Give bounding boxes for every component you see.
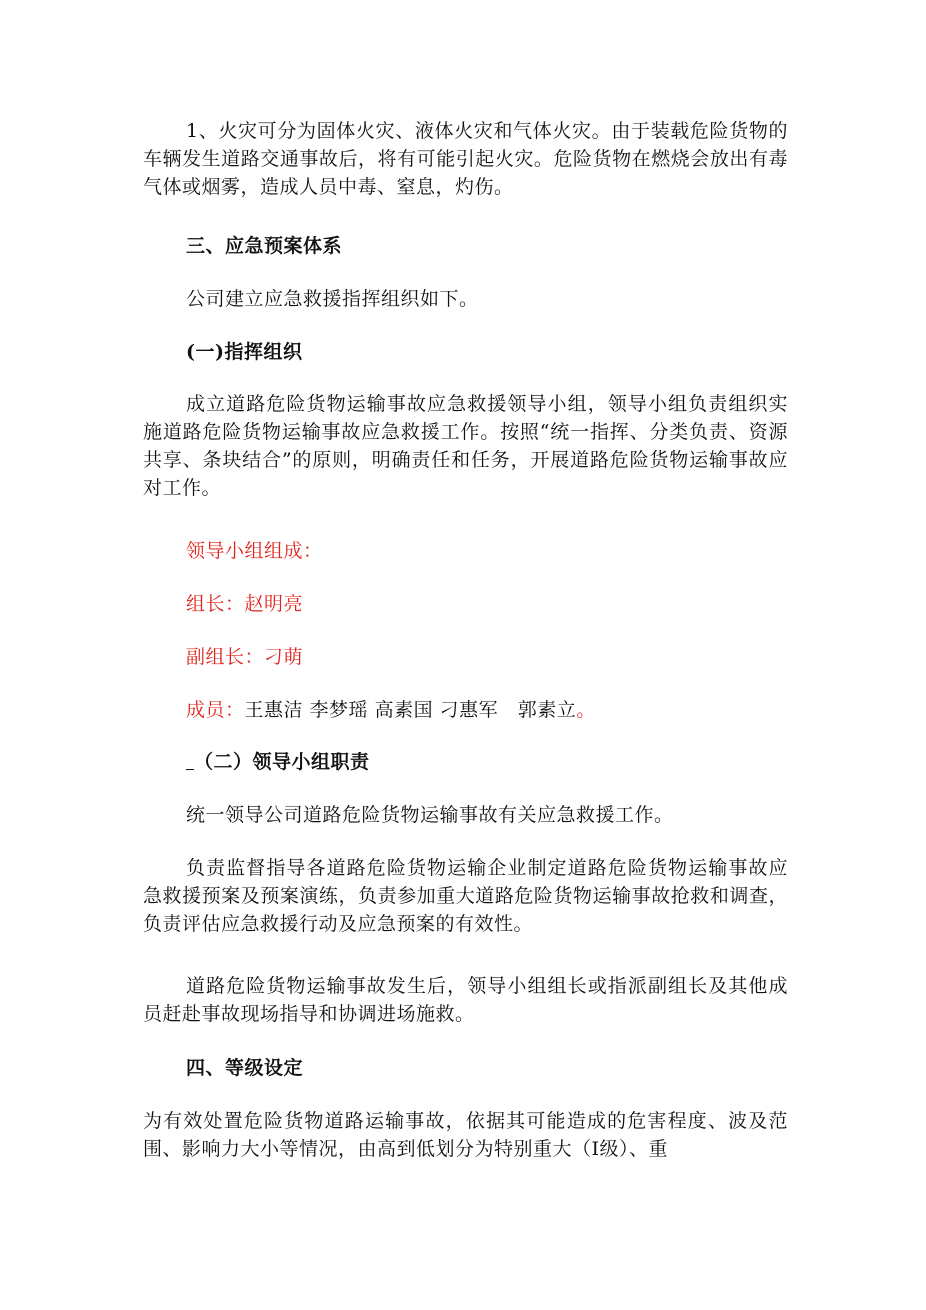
paragraph-fire-types: 1、火灾可分为固体火灾、液体火灾和气体火灾。由于装载危险货物的车辆发生道路交通事故后，将有可能引起火灾。危险货物在燃烧会放出有毒气体或烟雾，造成人员中毒、窒息，灼伤。	[143, 120, 788, 198]
paragraph-duty-supervision: 负责监督指导各道路危险货物运输企业制定道路危险货物运输事故应急救援预案及预案演练，负责参加重大道路危险货物运输事故抢救和调查，负责评估应急救援行动及应急预案的有效性。	[143, 857, 788, 935]
deputy-label: 副组长：	[186, 646, 265, 668]
leader-group-composition-title: 领导小组组成：	[186, 540, 323, 562]
members-label: 成员：	[186, 699, 245, 721]
members-end-mark: 。	[576, 699, 596, 721]
duties-heading-text: （二）领导小组职责	[194, 751, 370, 773]
paragraph-leadership-group-setup: 成立道路危险货物运输事故应急救援领导小组，领导小组负责组织实施道路危险货物运输事故应急救援工作。按照“统一指挥、分类负责、资源共享、条块结合”的原则，明确责任和任务，开展道路危险货物运输事故应对工作。	[143, 393, 788, 499]
deputy-name: 刁萌	[264, 646, 304, 668]
leader-name: 赵明亮	[244, 593, 304, 615]
paragraph-command-org-intro: 公司建立应急救援指挥组织如下。	[186, 288, 479, 310]
deputy-leader-line	[143, 643, 788, 671]
section-heading-emergency-plan-system: 三、应急预案体系	[186, 235, 343, 257]
members-line	[143, 696, 788, 724]
paragraph-duty-onsite: 道路危险货物运输事故发生后，领导小组组长或指派副组长及其他成员赶赴事故现场指导和协调进场施救。	[143, 975, 788, 1025]
subsection-heading-command-org: (一)指挥组织	[186, 341, 303, 363]
leader-label: 组长：	[186, 593, 245, 615]
subsection-heading-duties	[143, 748, 788, 776]
section-heading-level-setting: 四、等级设定	[186, 1057, 304, 1079]
paragraph-level-classification: 为有效处置危险货物道路运输事故，依据其可能造成的危害程度、波及范围、影响力大小等情况，由高到低划分为特别重大（Ⅰ级）、重	[143, 1110, 788, 1160]
underline-mark	[186, 751, 194, 770]
members-names: 王惠洁 李梦瑶 高素国 刁惠军 郭素立	[244, 699, 577, 721]
paragraph-duty-unified-leadership: 统一领导公司道路危险货物运输事故有关应急救援工作。	[186, 804, 674, 826]
leader-line	[143, 590, 788, 618]
